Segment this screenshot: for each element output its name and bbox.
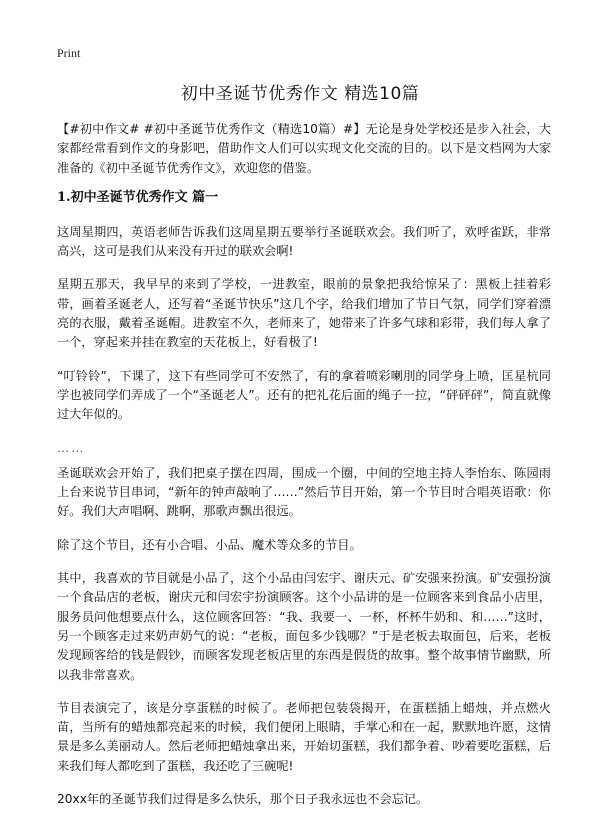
- article-body: [57, 120, 551, 823]
- body-paragraph: 20xx年的圣诞节我们过得是多么快乐，那个日子我永远也不会忘记。: [57, 792, 429, 807]
- body-paragraph: 这周星期四，英语老师告诉我们这周星期五要举行圣诞联欢会。我们听了，欢呼雀跃，非常高兴，这可是我们从来没有开过的联欢会啊!: [57, 224, 551, 259]
- body-paragraph: 节目表演完了，该是分享蛋糕的时候了。老师把包装袋揭开，在蛋糕插上蜡烛，并点燃火苗，当所有的蜡烛都亮起来的时候，我们便闭上眼睛，手掌心和在一起，默默地许愿，这情景是多么美丽动人。然后老师把蜡烛拿出来，开始切蛋糕，我们都争着、吵着要吃蛋糕，后来我们每人都吃到了蛋糕，我还吃了三碗呢!: [57, 700, 551, 773]
- body-paragraph: 其中，我喜欢的节目就是小品了，这个小品由闫宏宇、谢庆元、矿安强来扮演。矿安强扮演一个食品店的老板，谢庆元和闫宏宇扮演顾客。这个小品讲的是一位顾客来到食品小店里，服务员问他想要点什么，这位顾客回答：“我、我要一、一杯，杯杯牛奶和、和……”这时，另一个顾客走过来奶声奶气的说：“老板，面包多少钱哪？”于是老板去取面包，后来，老板发现顾客给的钱是假钞，而顾客发现老板店里的东西是假货的故事。整个故事情节幽默，所以我非常喜欢。: [57, 571, 551, 682]
- intro-paragraph: 【#初中作文# #初中圣诞节优秀作文（精选10篇）#】无论是身处学校还是步入社会，大家都经常看到作文的身影吧，借助作文人们可以实现文化交流的目的。以下是文档网为大家准备的《初中圣诞节优秀作文》，欢迎您的借鉴。: [57, 122, 551, 175]
- body-paragraph: 除了这个节目，还有小合唱、小品、魔术等众多的节目。: [57, 537, 362, 552]
- ellipsis-separator: ……: [57, 440, 86, 455]
- body-paragraph: “叮铃铃”，下课了，这下有些同学可不安然了，有的拿着喷彩喇刖的同学身上喷，匡星杭同学也被同学们弄成了一个“圣诞老人”。还有的把礼花后面的绳子一拉，“砰砰砰”，简直就像过大年似的。: [57, 368, 551, 422]
- body-paragraph: 星期五那天，我早早的来到了学校，一进教室，眼前的景象把我给惊呆了：黑板上挂着彩带，画着圣诞老人，还写着“圣诞节快乐”这几个字，给我们增加了节日气氛，同学们穿着漂亮的衣服，戴着圣诞帽。进教室不久，老师来了，她带来了许多气球和彩带，我们每人拿了一个，穿起来并挂在教室的天花板上，好看极了!: [57, 277, 551, 350]
- body-paragraph: 圣诞联欢会开始了，我们把桌子摆在四周，围成一个圈，中间的空地主持人李怡东、陈园雨上台来说节目串词，“新年的钟声敲响了……”然后节目开始，第一个节目时合唱英语歌：你好。我们大声唱啊、跳啊，那歌声飘出很远。: [57, 465, 551, 519]
- page-title: 初中圣诞节优秀作文 精选10篇: [180, 84, 420, 104]
- section-heading: 1.初中圣诞节优秀作文 篇一: [57, 189, 219, 205]
- print-link[interactable]: Print: [57, 46, 81, 60]
